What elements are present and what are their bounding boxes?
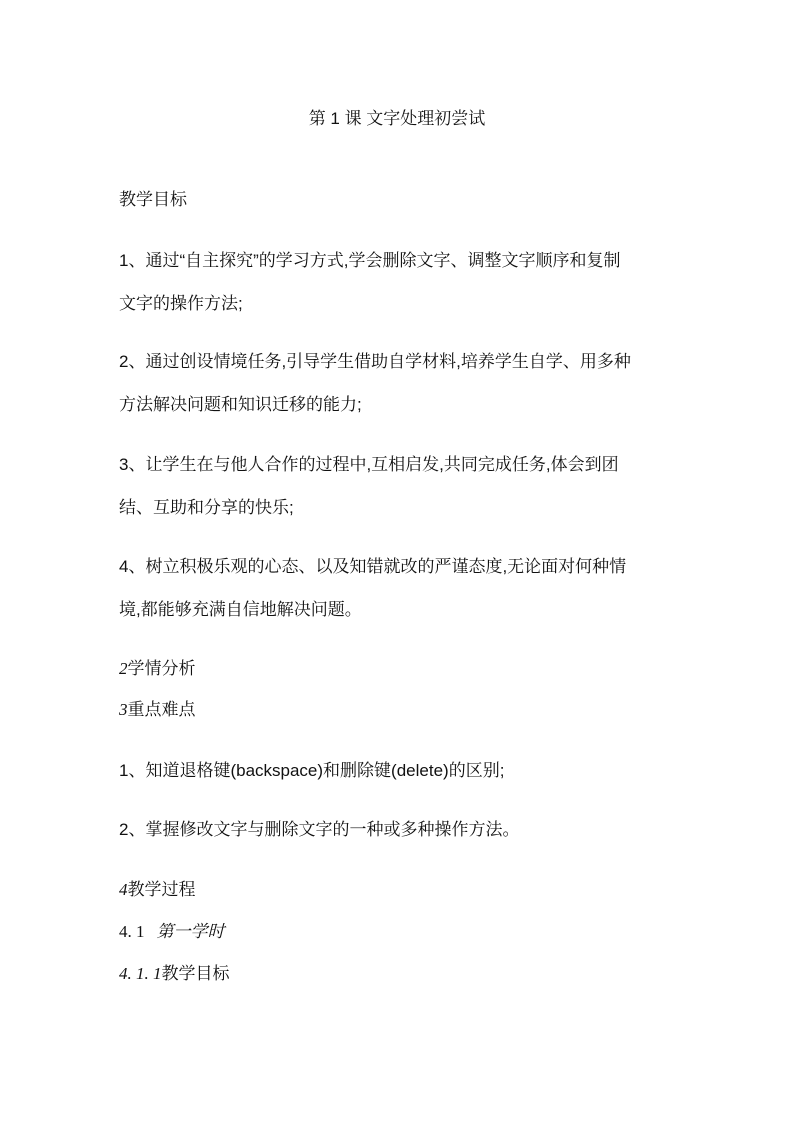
section-heading-goals: 教学目标 [119, 190, 187, 209]
keypoint-2: 2、掌握修改文字与删除文字的一种或多种操作方法。 [119, 820, 520, 839]
goal-1-line-2: 文字的操作方法; [119, 294, 243, 313]
heading-number: 4 [119, 880, 128, 899]
heading-text: 教学目标 [161, 964, 230, 983]
goal-3-line-1: 3、让学生在与他人合作的过程中,互相启发,共同完成任务,体会到团 [119, 455, 619, 474]
heading-4-1-first-period [119, 920, 225, 944]
heading-text: 重点难点 [127, 700, 196, 719]
goal-2-line-1: 2、通过创设情境任务,引导学生借助自学材料,培养学生自学、用多种 [119, 352, 631, 371]
heading-2-learner-analysis [119, 657, 196, 681]
heading-4-1-1-goals [119, 962, 230, 986]
heading-3-key-points [119, 698, 196, 722]
heading-number: 3 [119, 700, 128, 719]
heading-text: 教学过程 [127, 880, 196, 899]
goal-1-line-1: 1、通过“自主探究”的学习方式,学会删除文字、调整文字顺序和复制 [119, 251, 621, 270]
goal-4-line-2: 境,都能够充满自信地解决问题。 [119, 600, 362, 619]
goal-3-line-2: 结、互助和分享的快乐; [119, 498, 294, 517]
heading-text: 第一学时 [156, 922, 225, 941]
lesson-title: 第 1 课 文字处理初尝试 [308, 109, 486, 128]
goal-4-line-1: 4、树立积极乐观的心态、以及知错就改的严谨态度,无论面对何种情 [119, 557, 627, 576]
heading-4-teaching-process [119, 878, 196, 902]
keypoint-1: 1、知道退格键(backspace)和删除键(delete)的区别; [119, 761, 505, 780]
heading-text: 学情分析 [127, 659, 196, 678]
goal-2-line-2: 方法解决问题和知识迁移的能力; [119, 395, 362, 414]
heading-number: 4. 1. 1 [119, 964, 162, 983]
heading-number: 4. 1 [119, 922, 145, 941]
heading-number: 2 [119, 659, 128, 678]
